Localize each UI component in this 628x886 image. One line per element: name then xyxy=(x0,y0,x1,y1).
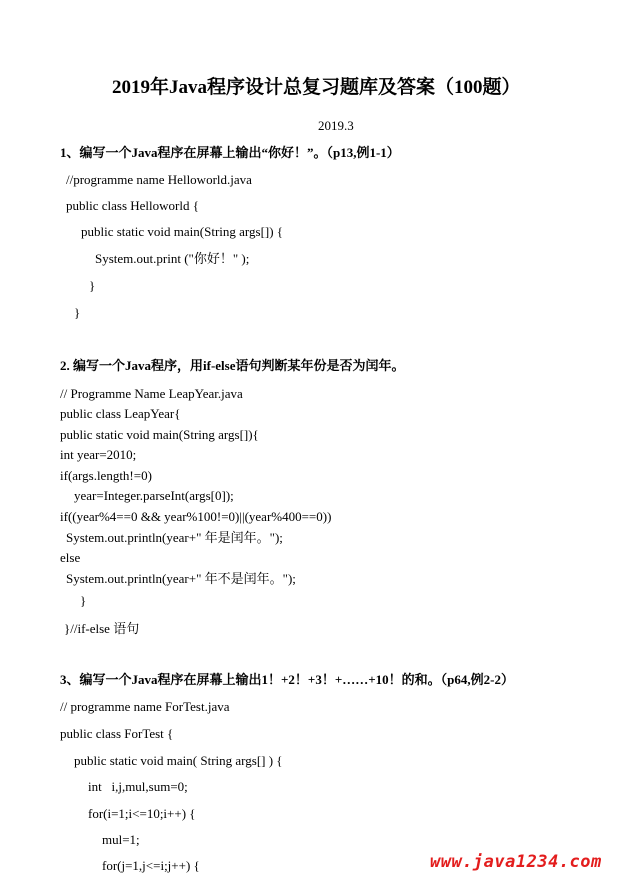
code-line: if(args.length!=0) xyxy=(60,468,152,483)
document-title: 2019年Java程序设计总复习题库及答案（100题） xyxy=(112,77,521,98)
code-line: // programme name ForTest.java xyxy=(60,699,230,714)
question-heading: 3、编写一个Java程序在屏幕上输出1！+2！+3！+……+10！的和。（p64,例2-2） xyxy=(60,672,514,687)
code-line: System.out.println(year+" 年是闰年。"); xyxy=(66,530,283,545)
code-line: mul=1; xyxy=(102,832,140,847)
site-watermark: www.java1234.com xyxy=(430,852,602,872)
code-line: public static void main(String args[]){ xyxy=(60,427,259,442)
code-line: int year=2010; xyxy=(60,447,137,462)
code-line: year=Integer.parseInt(args[0]); xyxy=(74,488,234,503)
code-line: System.out.println(year+" 年不是闰年。"); xyxy=(66,571,296,586)
code-line: System.out.print ("你好！" ); xyxy=(95,251,250,266)
code-line: public static void main( String args[] ) { xyxy=(74,753,283,768)
code-line: public class ForTest { xyxy=(60,726,174,741)
question-heading: 1、编写一个Java程序在屏幕上输出“你好！”。（p13,例1-1） xyxy=(60,145,400,160)
code-line: public class Helloworld { xyxy=(66,198,199,213)
code-line: } xyxy=(80,593,87,608)
code-line: } xyxy=(74,305,81,320)
code-line: }//if-else 语句 xyxy=(64,621,140,636)
code-line: //programme name Helloworld.java xyxy=(66,172,252,187)
question-heading: 2. 编写一个Java程序，用if-else语句判断某年份是否为闰年。 xyxy=(60,358,405,373)
code-line: public class LeapYear{ xyxy=(60,406,181,421)
code-line: if((year%4==0 && year%100!=0)||(year%400==0)) xyxy=(60,509,332,524)
code-line: public static void main(String args[]) { xyxy=(81,224,284,239)
code-line: // Programme Name LeapYear.java xyxy=(60,386,243,401)
code-line: int i,j,mul,sum=0; xyxy=(88,779,188,794)
code-line: for(i=1;i<=10;i++) { xyxy=(88,806,196,821)
code-line: } xyxy=(89,278,96,293)
code-line: else xyxy=(60,550,81,565)
document-date: 2019.3 xyxy=(318,118,354,133)
code-line: for(j=1,j<=i;j++) { xyxy=(102,858,200,873)
